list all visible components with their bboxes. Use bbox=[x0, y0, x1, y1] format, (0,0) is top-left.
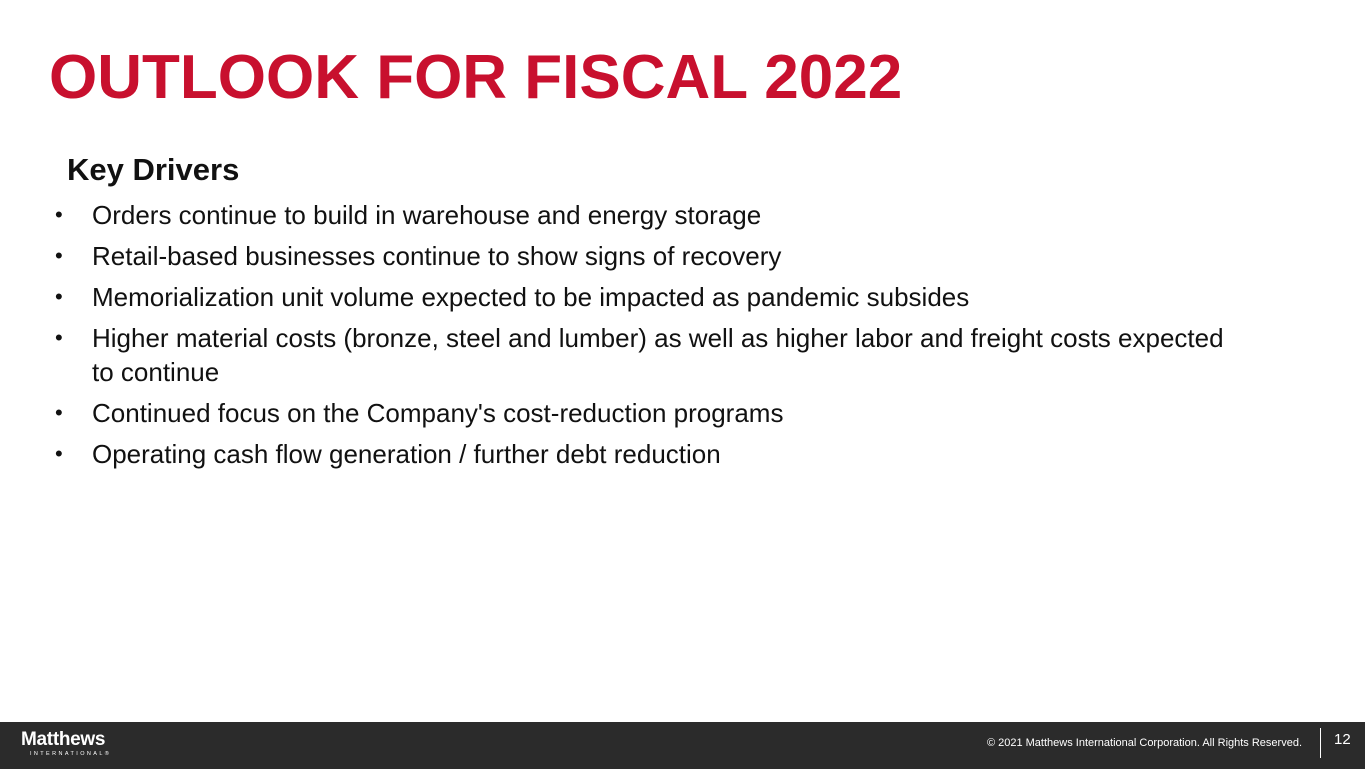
slide-subtitle: Key Drivers bbox=[67, 152, 240, 187]
bullet-item bbox=[52, 396, 1252, 430]
footer-divider bbox=[1320, 728, 1321, 758]
bullet-text: Memorialization unit volume expected to be impacted as pandemic subsides bbox=[92, 282, 970, 312]
company-logo bbox=[21, 729, 121, 763]
bullet-text: Retail-based businesses continue to show signs of recovery bbox=[92, 241, 782, 271]
bullet-text: Orders continue to build in warehouse and energy storage bbox=[92, 200, 762, 230]
bullet-item bbox=[52, 321, 1252, 389]
page-number: 12 bbox=[1334, 731, 1351, 748]
bullet-text: Continued focus on the Company's cost-reduction programs bbox=[92, 398, 784, 428]
copyright-notice: © 2021 Matthews International Corporation. All Rights Reserved. bbox=[986, 737, 1302, 749]
bullet-marker: • bbox=[55, 202, 63, 227]
footer-bar bbox=[0, 722, 1365, 769]
slide-title: OUTLOOK FOR FISCAL 2022 bbox=[49, 43, 903, 112]
bullet-marker: • bbox=[55, 400, 63, 425]
bullet-marker: • bbox=[55, 325, 63, 350]
bullet-item bbox=[52, 280, 1252, 314]
bullet-list bbox=[52, 198, 1252, 478]
bullet-text: Operating cash flow generation / further debt reduction bbox=[92, 439, 721, 469]
bullet-item bbox=[52, 437, 1252, 471]
bullet-marker: • bbox=[55, 243, 63, 268]
bullet-item bbox=[52, 239, 1252, 273]
logo-subtext: INTERNATIONAL® bbox=[30, 751, 112, 757]
bullet-marker: • bbox=[55, 284, 63, 309]
bullet-text: Higher material costs (bronze, steel and lumber) as well as higher labor and freight costs expected to continue bbox=[92, 323, 1224, 387]
bullet-item bbox=[52, 198, 1252, 232]
logo-wordmark: Matthews bbox=[21, 729, 106, 750]
bullet-marker: • bbox=[55, 441, 63, 466]
